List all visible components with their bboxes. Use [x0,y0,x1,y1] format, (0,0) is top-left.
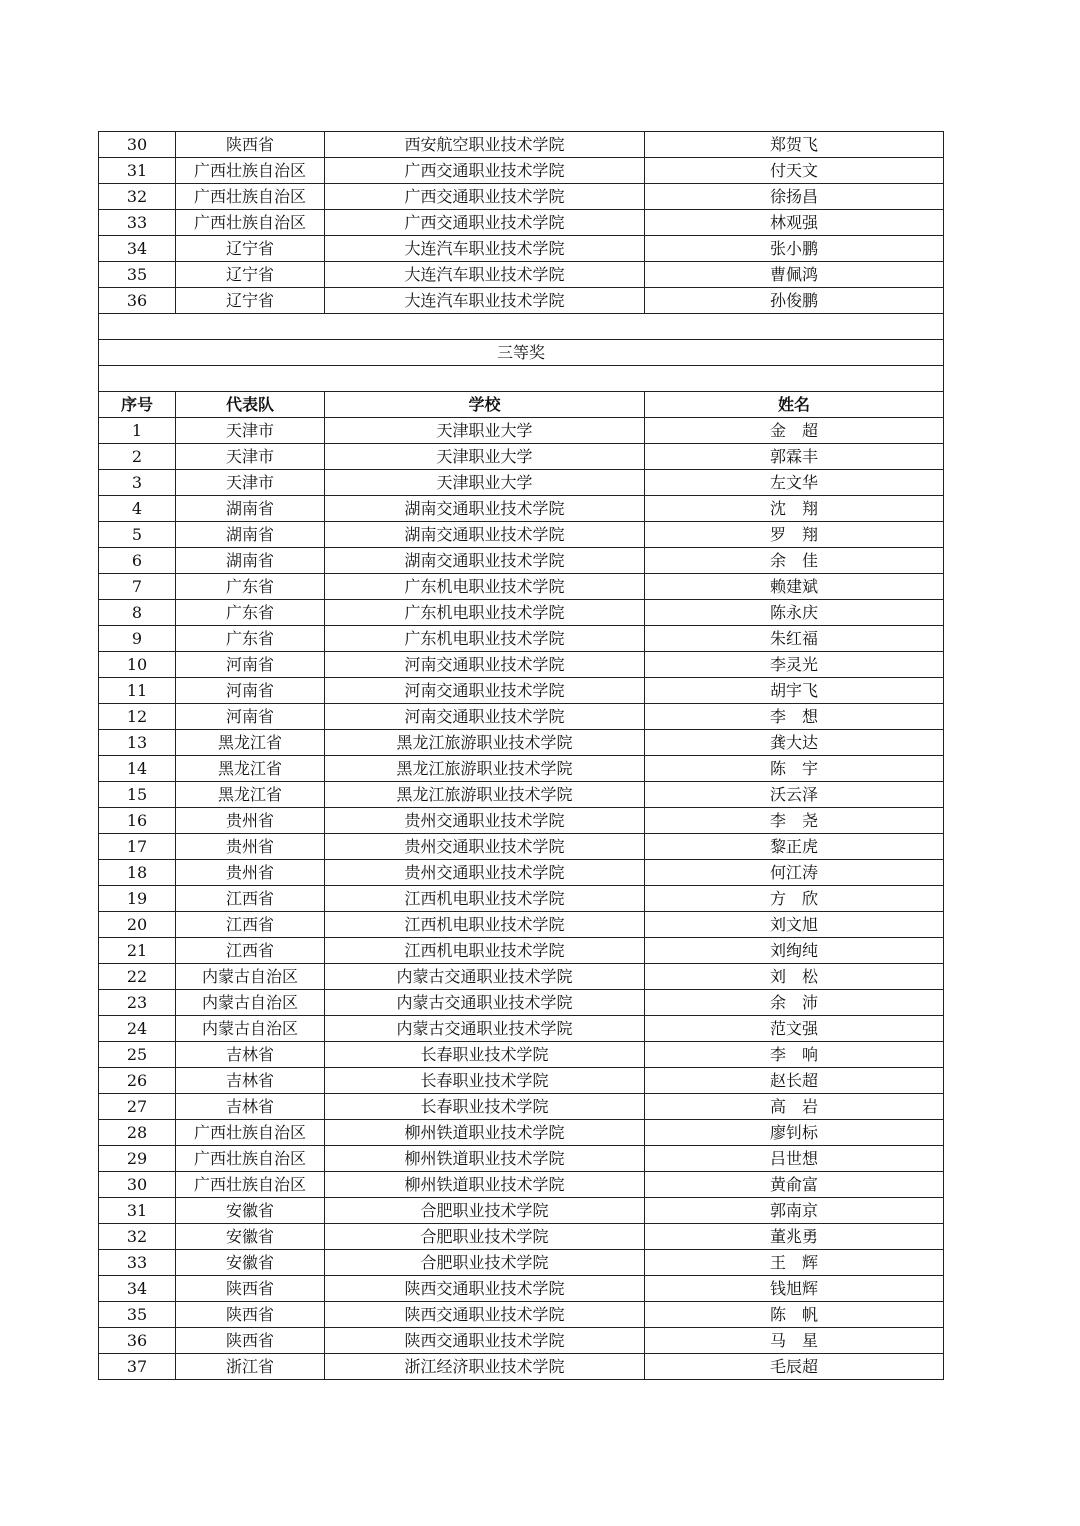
table-row [99,1042,944,1068]
cell-name: 郑贺飞 [645,132,944,158]
cell-index: 8 [99,600,176,626]
cell-school: 陕西交通职业技术学院 [325,1328,645,1354]
table-row [99,834,944,860]
table-row [99,158,944,184]
table-row [99,678,944,704]
cell-school: 长春职业技术学院 [325,1042,645,1068]
cell-team: 江西省 [176,886,325,912]
cell-team: 安徽省 [176,1198,325,1224]
award-table [98,131,944,1380]
table-row [99,912,944,938]
cell-name: 范文强 [645,1016,944,1042]
cell-team: 广西壮族自治区 [176,184,325,210]
cell-school: 大连汽车职业技术学院 [325,288,645,314]
cell-name: 余 沛 [645,990,944,1016]
cell-school: 合肥职业技术学院 [325,1224,645,1250]
cell-team: 江西省 [176,938,325,964]
table-row [99,288,944,314]
table-row [99,860,944,886]
cell-team: 天津市 [176,444,325,470]
section-title: 三等奖 [99,340,944,366]
cell-team: 黑龙江省 [176,782,325,808]
cell-name: 左文华 [645,470,944,496]
cell-school: 黑龙江旅游职业技术学院 [325,756,645,782]
cell-team: 安徽省 [176,1250,325,1276]
table-row [99,1146,944,1172]
table-row [99,1250,944,1276]
cell-index: 34 [99,1276,176,1302]
table-row [99,132,944,158]
cell-index: 25 [99,1042,176,1068]
cell-index: 30 [99,132,176,158]
cell-team: 陕西省 [176,1328,325,1354]
table-row [99,262,944,288]
cell-school: 河南交通职业技术学院 [325,652,645,678]
cell-school: 湖南交通职业技术学院 [325,496,645,522]
cell-name: 林观强 [645,210,944,236]
cell-index: 2 [99,444,176,470]
table-row [99,1328,944,1354]
cell-school: 柳州铁道职业技术学院 [325,1120,645,1146]
cell-school: 广西交通职业技术学院 [325,158,645,184]
cell-name: 陈永庆 [645,600,944,626]
cell-index: 34 [99,236,176,262]
table-row [99,1302,944,1328]
cell-team: 河南省 [176,678,325,704]
cell-name: 李 想 [645,704,944,730]
cell-name: 董兆勇 [645,1224,944,1250]
table-row [99,886,944,912]
table-row [99,1016,944,1042]
section-title-row [99,340,944,366]
cell-school: 大连汽车职业技术学院 [325,236,645,262]
cell-team: 湖南省 [176,496,325,522]
cell-name: 黄俞富 [645,1172,944,1198]
cell-team: 湖南省 [176,522,325,548]
table-row [99,652,944,678]
table-row [99,236,944,262]
cell-index: 35 [99,1302,176,1328]
cell-team: 内蒙古自治区 [176,990,325,1016]
cell-index: 37 [99,1354,176,1380]
cell-team: 广西壮族自治区 [176,1146,325,1172]
cell-name: 王 辉 [645,1250,944,1276]
cell-name: 吕世想 [645,1146,944,1172]
cell-index: 20 [99,912,176,938]
cell-index: 7 [99,574,176,600]
cell-name: 赵长超 [645,1068,944,1094]
cell-team: 吉林省 [176,1094,325,1120]
cell-team: 陕西省 [176,132,325,158]
cell-name: 曹佩鸿 [645,262,944,288]
cell-school: 长春职业技术学院 [325,1068,645,1094]
header-name: 姓名 [645,392,944,418]
cell-school: 湖南交通职业技术学院 [325,522,645,548]
cell-index: 9 [99,626,176,652]
cell-team: 浙江省 [176,1354,325,1380]
cell-school: 贵州交通职业技术学院 [325,860,645,886]
cell-index: 13 [99,730,176,756]
cell-school: 贵州交通职业技术学院 [325,808,645,834]
cell-school: 大连汽车职业技术学院 [325,262,645,288]
blank-row [99,366,944,392]
table-row [99,1276,944,1302]
section-break [99,314,944,418]
cell-school: 江西机电职业技术学院 [325,938,645,964]
cell-index: 36 [99,288,176,314]
table-row [99,444,944,470]
cell-team: 广东省 [176,600,325,626]
table-row [99,964,944,990]
cell-team: 河南省 [176,704,325,730]
cell-index: 36 [99,1328,176,1354]
cell-index: 32 [99,184,176,210]
cell-team: 吉林省 [176,1068,325,1094]
cell-team: 天津市 [176,418,325,444]
table-row [99,600,944,626]
cell-school: 天津职业大学 [325,418,645,444]
cell-school: 内蒙古交通职业技术学院 [325,1016,645,1042]
cell-index: 14 [99,756,176,782]
cell-school: 河南交通职业技术学院 [325,704,645,730]
cell-team: 辽宁省 [176,288,325,314]
cell-team: 广西壮族自治区 [176,210,325,236]
cell-index: 18 [99,860,176,886]
cell-school: 合肥职业技术学院 [325,1250,645,1276]
table-row [99,210,944,236]
cell-school: 天津职业大学 [325,470,645,496]
cell-team: 广西壮族自治区 [176,1120,325,1146]
cell-school: 贵州交通职业技术学院 [325,834,645,860]
cell-school: 柳州铁道职业技术学院 [325,1172,645,1198]
second-prize-rows-continued [99,132,944,314]
cell-team: 陕西省 [176,1302,325,1328]
cell-team: 湖南省 [176,548,325,574]
cell-index: 3 [99,470,176,496]
table-row [99,1354,944,1380]
cell-team: 河南省 [176,652,325,678]
cell-name: 郭南京 [645,1198,944,1224]
cell-name: 刘文旭 [645,912,944,938]
cell-name: 沃云泽 [645,782,944,808]
table-row [99,938,944,964]
cell-school: 广东机电职业技术学院 [325,574,645,600]
cell-school: 合肥职业技术学院 [325,1198,645,1224]
header-index: 序号 [99,392,176,418]
cell-name: 余 佳 [645,548,944,574]
table-row [99,626,944,652]
cell-team: 安徽省 [176,1224,325,1250]
cell-index: 19 [99,886,176,912]
cell-school: 湖南交通职业技术学院 [325,548,645,574]
cell-school: 广东机电职业技术学院 [325,626,645,652]
cell-name: 毛辰超 [645,1354,944,1380]
table-row [99,730,944,756]
cell-name: 廖钊标 [645,1120,944,1146]
table-row [99,1224,944,1250]
cell-team: 贵州省 [176,860,325,886]
cell-school: 河南交通职业技术学院 [325,678,645,704]
cell-index: 6 [99,548,176,574]
cell-index: 10 [99,652,176,678]
cell-index: 1 [99,418,176,444]
cell-team: 内蒙古自治区 [176,1016,325,1042]
blank-cell [99,314,944,340]
table-row [99,470,944,496]
table-row [99,704,944,730]
cell-index: 4 [99,496,176,522]
cell-school: 江西机电职业技术学院 [325,912,645,938]
table-row [99,990,944,1016]
cell-team: 贵州省 [176,808,325,834]
table-row [99,1120,944,1146]
header-school: 学校 [325,392,645,418]
header-team: 代表队 [176,392,325,418]
cell-index: 21 [99,938,176,964]
cell-name: 郭霖丰 [645,444,944,470]
cell-name: 高 岩 [645,1094,944,1120]
cell-school: 内蒙古交通职业技术学院 [325,990,645,1016]
cell-school: 黑龙江旅游职业技术学院 [325,730,645,756]
cell-name: 罗 翔 [645,522,944,548]
cell-index: 23 [99,990,176,1016]
cell-name: 李 响 [645,1042,944,1068]
cell-school: 浙江经济职业技术学院 [325,1354,645,1380]
cell-name: 陈 宇 [645,756,944,782]
cell-name: 赖建斌 [645,574,944,600]
cell-name: 黎正虎 [645,834,944,860]
cell-name: 胡宇飞 [645,678,944,704]
cell-name: 张小鹏 [645,236,944,262]
cell-name: 金 超 [645,418,944,444]
cell-school: 江西机电职业技术学院 [325,886,645,912]
table-row [99,574,944,600]
cell-index: 27 [99,1094,176,1120]
cell-name: 刘绚纯 [645,938,944,964]
cell-team: 辽宁省 [176,236,325,262]
cell-school: 柳州铁道职业技术学院 [325,1146,645,1172]
cell-school: 广西交通职业技术学院 [325,184,645,210]
cell-team: 黑龙江省 [176,756,325,782]
cell-index: 29 [99,1146,176,1172]
table-row [99,782,944,808]
cell-name: 马 星 [645,1328,944,1354]
cell-index: 12 [99,704,176,730]
table-row [99,522,944,548]
table-row [99,756,944,782]
cell-index: 28 [99,1120,176,1146]
cell-school: 广东机电职业技术学院 [325,600,645,626]
third-prize-rows [99,418,944,1380]
cell-name: 沈 翔 [645,496,944,522]
cell-name: 何江涛 [645,860,944,886]
cell-team: 江西省 [176,912,325,938]
cell-name: 刘 松 [645,964,944,990]
cell-team: 广东省 [176,626,325,652]
header-row [99,392,944,418]
cell-index: 30 [99,1172,176,1198]
cell-school: 陕西交通职业技术学院 [325,1302,645,1328]
cell-name: 龚大达 [645,730,944,756]
cell-index: 16 [99,808,176,834]
cell-team: 广西壮族自治区 [176,158,325,184]
cell-name: 方 欣 [645,886,944,912]
cell-team: 广东省 [176,574,325,600]
table-row [99,496,944,522]
table-row [99,548,944,574]
cell-index: 5 [99,522,176,548]
cell-team: 陕西省 [176,1276,325,1302]
table-row [99,184,944,210]
cell-school: 黑龙江旅游职业技术学院 [325,782,645,808]
table-row [99,1094,944,1120]
cell-team: 贵州省 [176,834,325,860]
cell-team: 吉林省 [176,1042,325,1068]
cell-school: 长春职业技术学院 [325,1094,645,1120]
cell-name: 徐扬昌 [645,184,944,210]
cell-index: 17 [99,834,176,860]
cell-index: 24 [99,1016,176,1042]
table-row [99,418,944,444]
table-row [99,1068,944,1094]
cell-name: 朱红福 [645,626,944,652]
table-row [99,1172,944,1198]
cell-team: 广西壮族自治区 [176,1172,325,1198]
cell-index: 31 [99,158,176,184]
cell-team: 内蒙古自治区 [176,964,325,990]
cell-school: 广西交通职业技术学院 [325,210,645,236]
cell-team: 黑龙江省 [176,730,325,756]
cell-school: 陕西交通职业技术学院 [325,1276,645,1302]
cell-index: 15 [99,782,176,808]
cell-name: 孙俊鹏 [645,288,944,314]
cell-name: 陈 帆 [645,1302,944,1328]
blank-row [99,314,944,340]
cell-team: 辽宁省 [176,262,325,288]
table-row [99,808,944,834]
cell-name: 李 尧 [645,808,944,834]
cell-school: 内蒙古交通职业技术学院 [325,964,645,990]
cell-school: 西安航空职业技术学院 [325,132,645,158]
cell-school: 天津职业大学 [325,444,645,470]
cell-index: 32 [99,1224,176,1250]
cell-index: 35 [99,262,176,288]
cell-index: 31 [99,1198,176,1224]
cell-index: 26 [99,1068,176,1094]
cell-name: 付天文 [645,158,944,184]
cell-index: 11 [99,678,176,704]
cell-index: 33 [99,210,176,236]
cell-team: 天津市 [176,470,325,496]
table-row [99,1198,944,1224]
cell-index: 33 [99,1250,176,1276]
cell-name: 李灵光 [645,652,944,678]
blank-cell [99,366,944,392]
cell-index: 22 [99,964,176,990]
cell-name: 钱旭辉 [645,1276,944,1302]
